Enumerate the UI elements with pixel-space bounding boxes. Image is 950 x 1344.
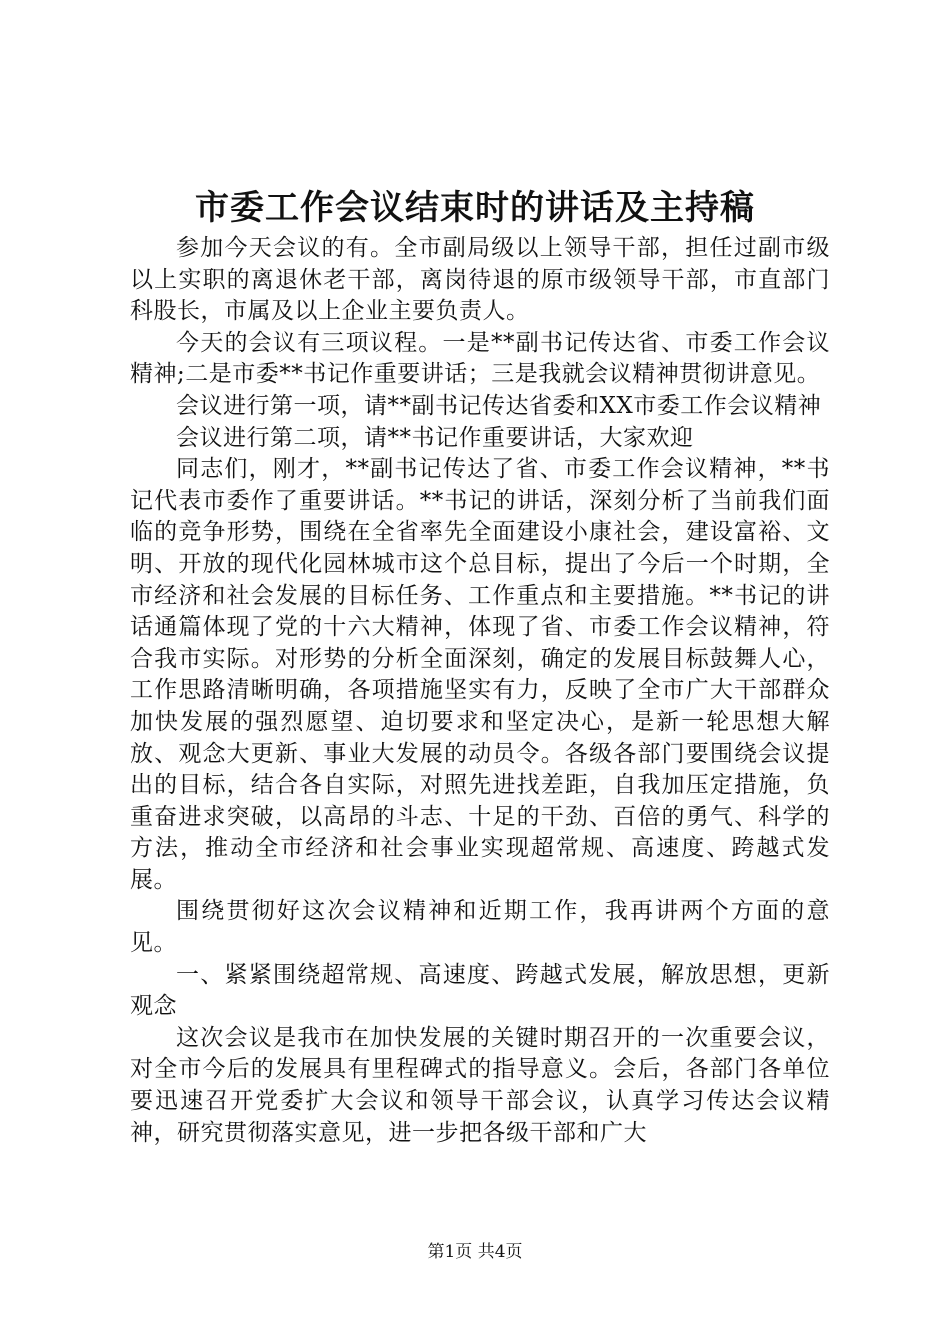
paragraph-section-one: 这次会议是我市在加快发展的关键时期召开的一次重要会议，对全市今后的发展具有里程碑式的指导意义。会后，各部门各单位要迅速召开党委扩大会议和领导干部会议，认真学习传达会议精神，研究贯彻落实意见，进一步把各级干部和广大 <box>130 1024 830 1146</box>
paragraph-summary: 同志们，刚才，**副书记传达了省、市委工作会议精神，**书记代表市委作了重要讲话。**书记的讲话，深刻分析了当前我们面临的竞争形势，围绕在全省率先全面建设小康社会，建设富裕、文明、开放的现代化园林城市这个总目标，提出了今后一个时期，全市经济和社会发展的目标任务、工作重点和主要措施。**书记的讲话通篇体现了党的十六大精神，体现了省、市委工作会议精神，符合我市实际。对形势的分析全面深刻，确定的发展目标鼓舞人心，工作思路清晰明确，各项措施坚实有力，反映了全市广大干部群众加快发展的强烈愿望、迫切要求和坚定决心，是新一轮思想大解放、观念大更新、事业大发展的动员令。各级各部门要围绕会议提出的目标，结合各自实际，对照先进找差距，自我加压定措施，负重奋进求突破，以高昂的斗志、十足的干劲、百倍的勇气、科学的方法，推动全市经济和社会事业实现超常规、高速度、跨越式发展。 <box>130 456 830 893</box>
paragraph-item-one: 会议进行第一项，请**副书记传达省委和XX市委工作会议精神 <box>176 392 822 419</box>
paragraph-transition: 围绕贯彻好这次会议精神和近期工作，我再讲两个方面的意见。 <box>130 898 830 957</box>
section-heading-one: 一、紧紧围绕超常规、高速度、跨越式发展，解放思想，更新观念 <box>130 961 830 1020</box>
paragraph-agenda: 今天的会议有三项议程。一是**副书记传达省、市委工作会议精神;二是市委**书记作重要讲话；三是我就会议精神贯彻讲意见。 <box>130 329 830 388</box>
document-title: 市委工作会议结束时的讲话及主持稿 <box>195 188 755 228</box>
document-body <box>130 233 830 1149</box>
page-number: 第1页 共4页 <box>427 1242 523 1262</box>
paragraph-item-two: 会议进行第二项，请**书记作重要讲话，大家欢迎 <box>176 424 694 451</box>
paragraph-attendees: 参加今天会议的有。全市副局级以上领导干部，担任过副市级以上实职的离退休老干部，离岗待退的原市级领导干部，市直部门科股长，市属及以上企业主要负责人。 <box>130 235 830 325</box>
